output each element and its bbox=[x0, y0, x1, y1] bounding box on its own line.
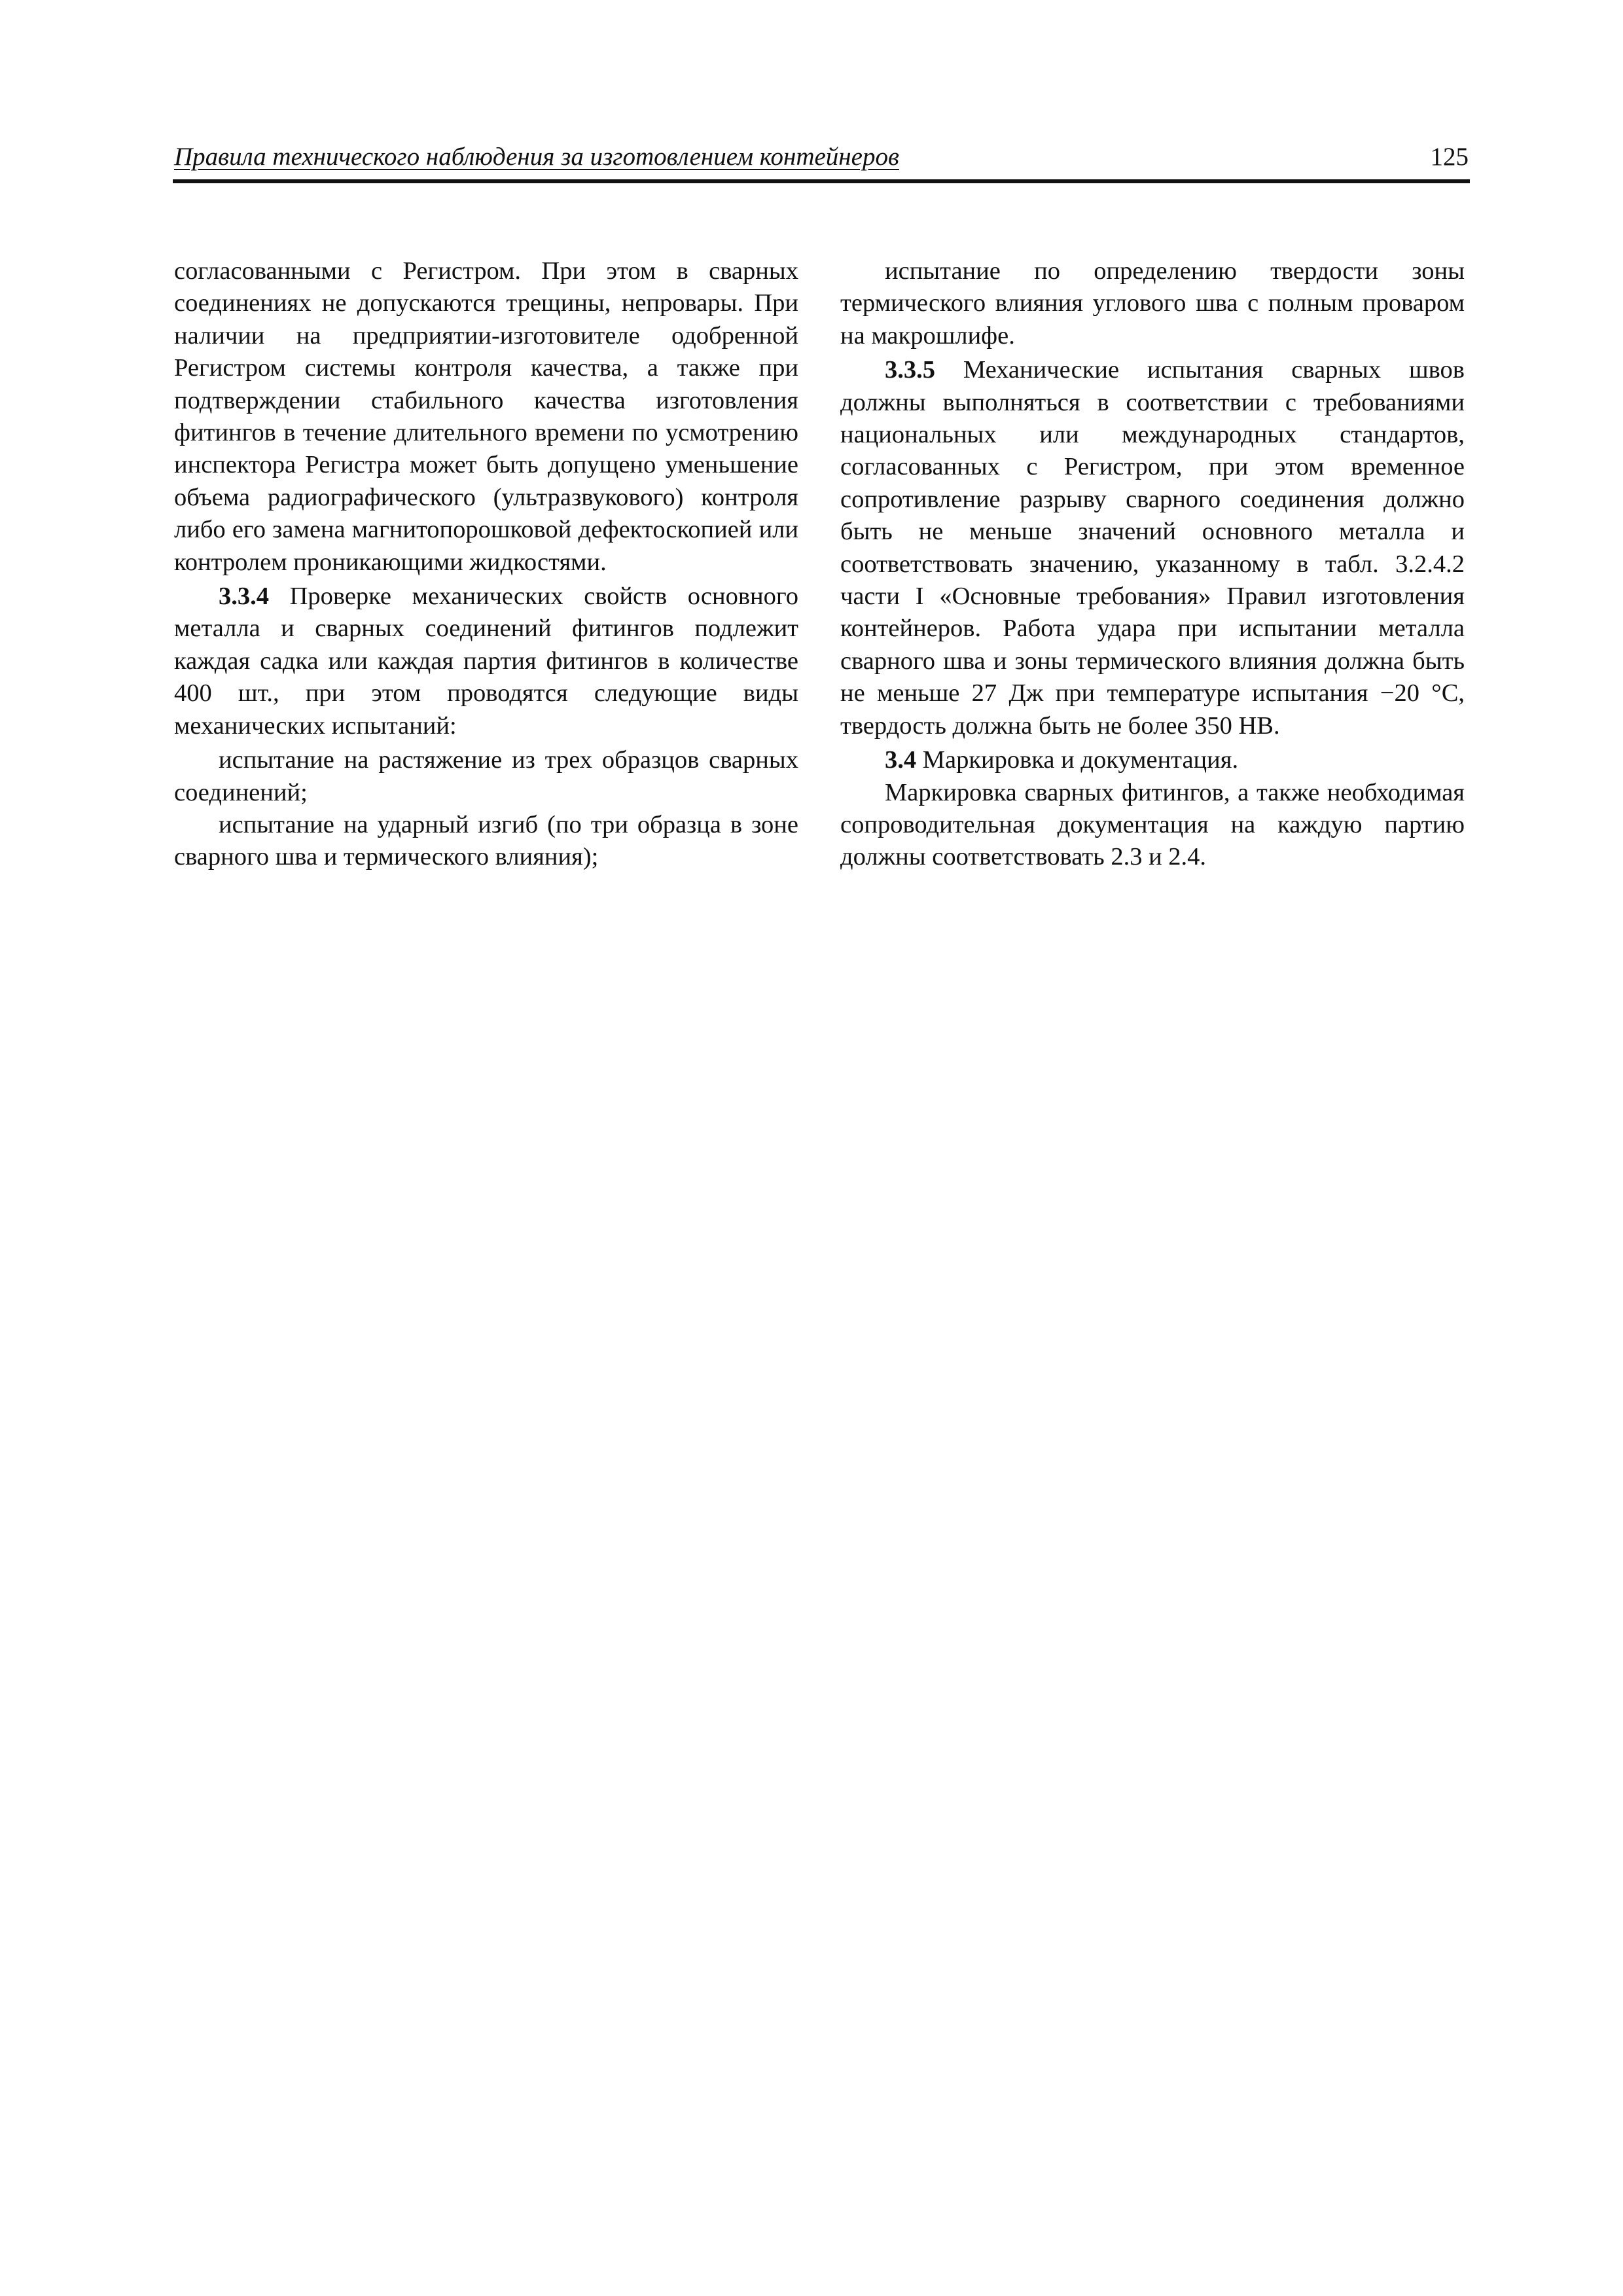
section-number: 3.4 bbox=[885, 746, 917, 774]
section-heading-3-4 bbox=[840, 744, 1465, 776]
list-item-hardness-test: испытание по определению твердости зоны термического влияния углового шва с полным проваром на макрошлифе. bbox=[840, 257, 1465, 350]
running-title: Правила технического наблюдения за изготовлением контейнеров bbox=[174, 143, 899, 171]
clause-number: 3.3.5 bbox=[885, 356, 935, 384]
clause-number: 3.3.4 bbox=[219, 583, 269, 611]
paragraph-3-3-4 bbox=[174, 581, 798, 742]
clause-text: Механические испытания сварных швов должны выполняться в соответствии с требованиями национальных или международных стандартов, согласованных с Регистром, при этом временное сопротивление разрыву сварного соединения должно быть не меньше значений основного металла и соответствовать значению, указанному в табл. 3.2.4.2 части I «Основные требования» Правил изготовления контейнеров. Работа удара при испытании металла сварного шва и зоны термического влияния должна быть не меньше 27 Дж при температуре испытания −20 °С, твердость должна быть не более 350 НВ. bbox=[840, 356, 1465, 740]
section-title: Маркировка и документация. bbox=[916, 746, 1239, 774]
paragraph-marking: Маркировка сварных фитингов, а также необходимая сопроводительная документация на каждую партию должны соответствовать 2.3 и 2.4. bbox=[840, 778, 1465, 871]
right-column bbox=[840, 255, 1465, 874]
list-item-tensile-test: испытание на растяжение из трех образцов сварных соединений; bbox=[174, 746, 798, 806]
paragraph-3-3-5 bbox=[840, 354, 1465, 742]
clause-text: Проверке механических свойств основного металла и сварных соединений фитингов подлежит каждая садка или каждая партия фитингов в количестве 400 шт., при этом проводятся следующие виды механических испытаний: bbox=[174, 583, 798, 740]
list-item-impact-test: испытание на ударный изгиб (по три образца в зоне сварного шва и термического влияния); bbox=[174, 810, 798, 871]
page-number: 125 bbox=[1430, 143, 1469, 171]
paragraph-continuation: согласованными с Регистром. При этом в сварных соединениях не допускаются трещины, непровары. При наличии на предприятии-изготовителе одобренной Регистром системы контроля качества, а также при подтверждении стабильного качества изготовления фитингов в течение длительного времени по усмотрению инспектора Регистра может быть допущено уменьшение объема радиографического (ультразвукового) контроля либо его замена магнитопорошковой дефектоскопией или контролем проникающими жидкостями. bbox=[174, 257, 798, 576]
running-header bbox=[173, 136, 1470, 183]
left-column bbox=[174, 255, 798, 874]
